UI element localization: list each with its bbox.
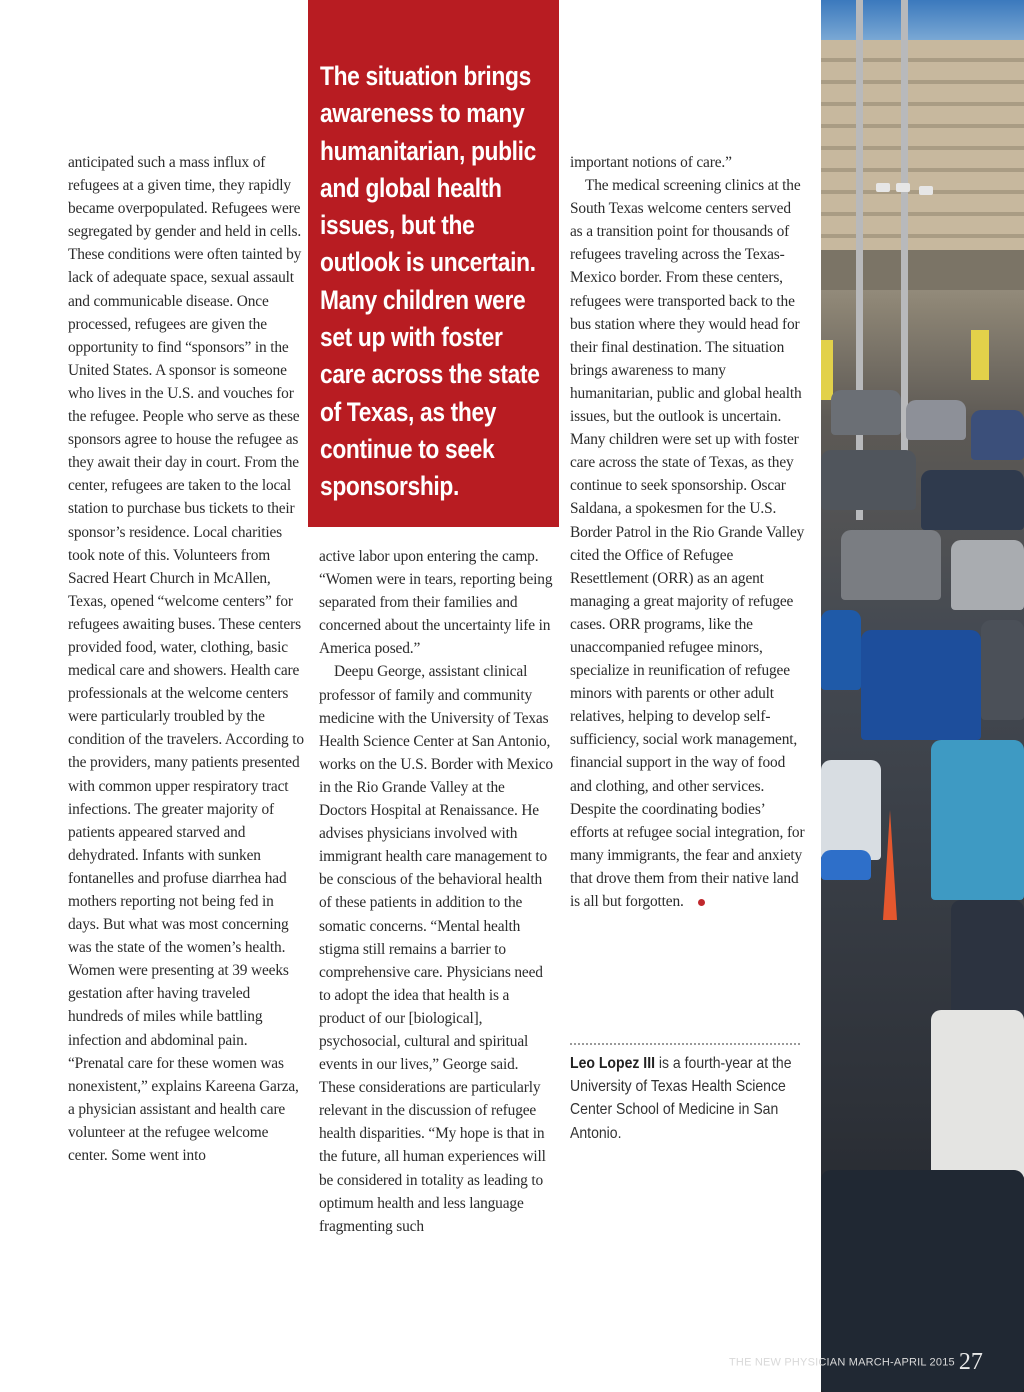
end-of-article-icon	[698, 899, 705, 906]
article-paragraph: active labor upon entering the camp. “Women were in tears, reporting being separated from their families and concerned about the uncertainty life in America posed.”	[319, 548, 553, 658]
article-column-3	[570, 151, 806, 913]
article-paragraph	[570, 174, 806, 913]
pull-quote: The situation brings awareness to many humanitarian, public and global health issues, but the outlook is uncertain. Many children were set up with foster care across the state of Texas, as they continue to seek sponsorship.	[320, 61, 540, 502]
magazine-issue-label: THE NEW PHYSICIAN MARCH-APRIL 2015	[729, 1356, 955, 1369]
article-paragraph: important notions of care.”	[570, 154, 732, 171]
article-paragraph: Deepu George, assistant clinical professor of family and community medicine with the University of Texas Health Science Center at San Antonio, works on the U.S. Border with Mexico in the Rio Grande Valley at the Doctors Hospital at Renaissance. He advises physicians involved with immigrant health care management to be conscious of the behavioral health of these patients in addition to the somatic concerns. “Mental health stigma still remains a barrier to comprehensive care. Physicians need to adopt the idea that health is a product of our [biological], psychosocial, cultural and spiritual events in our lives,” George said. These considerations are particularly relevant in the discussion of refugee health disparities. “My hope is that in the future, all human experiences will be considered in totality as leading to optimum health and less language fragmenting such	[319, 663, 553, 1235]
border-crossing-photo	[821, 0, 1024, 1392]
author-bio	[570, 1052, 808, 1145]
page-number: 27	[958, 1349, 983, 1375]
author-bio-text: is a fourth-year at the University of Texas Health Science Center School of Medicine in San Antonio.	[570, 1055, 792, 1142]
page-folio	[729, 1349, 983, 1376]
article-column-2	[319, 545, 555, 1238]
article-paragraph-text: The medical screening clinics at the South Texas welcome centers served as a transition point for thousands of refugees traveling across the Texas-Mexico border. From these centers, refugees were transported back to the bus station where they would head for their final destination. The situation brings awareness to many humanitarian, public and global health issues, but the outlook is uncertain. Many children were set up with foster care across the state of Texas, as they continue to seek sponsorship. Oscar Saldana, a spokesmen for the U.S. Border Patrol in the Rio Grande Valley cited the Office of Refugee Resettlement (ORR) as an agent managing a great majority of refugee cases. ORR programs, like the unaccompanied refugee minors, specialize in reunification of refugee minors with parents or other adult relatives, helping to develop self-sufficiency, social work management, financial support in the way of food and clothing, and other services. Despite the coordinating bodies’ efforts at refugee social integration, for many immigrants, the fear and anxiety that drove them from their native land is all but forgotten.	[570, 177, 805, 910]
pull-quote-box	[308, 0, 559, 527]
author-name: Leo Lopez III	[570, 1055, 655, 1072]
article-paragraph: anticipated such a mass influx of refugees at a given time, they rapidly became overpopulated. Refugees were segregated by gender and held in cells. These conditions were often tainted by lack of adequate space, sexual assault and communicable disease. Once processed, refugees are given the opportunity to find “sponsors” in the United States. A sponsor is someone who lives in the U.S. and vouches for the refugee. People who serve as these sponsors agree to house the refugee as they await their day in court. From the center, refugees are taken to the local station to purchase bus tickets to their sponsor’s residence. Local charities took note of this. Volunteers from Sacred Heart Church in McAllen, Texas, opened “welcome centers” for refugees awaiting buses. These centers provided food, water, clothing, basic medical care and showers. Health care professionals at the welcome centers were particularly troubled by the condition of the travelers. According to the providers, many patients presented with common upper respiratory tract infections. The greater majority of patients appeared starved and dehydrated. Infants with sunken fontanelles and profuse diarrhea had mothers reporting not being fed in days. But what was most concerning was the state of the women’s health. Women were presenting at 39 weeks gestation after having traveled hundreds of miles while battling infection and abdominal pain. “Prenatal care for these women was nonexistent,” explains Kareena Garza, a physician assistant and health care volunteer at the refugee welcome center. Some went into	[68, 154, 304, 1165]
bio-divider	[570, 1043, 800, 1045]
article-column-1	[68, 151, 306, 1167]
